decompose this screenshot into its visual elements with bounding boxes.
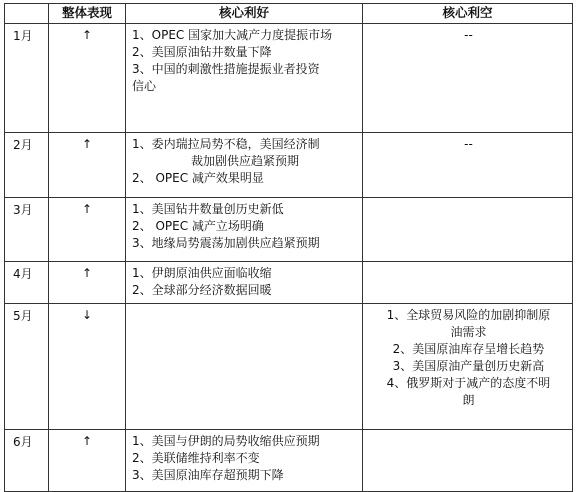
bear-item: 4、俄罗斯对于减产的态度不明 [386,376,551,390]
bull-cell [126,262,363,304]
table-row [5,133,573,198]
header-row [5,4,573,24]
bear-cell [363,430,573,492]
bear-item: 1、全球贸易风险的加剧抑制原 [386,308,551,322]
month-cell: 4月 [5,262,49,304]
table-row [5,24,573,133]
empty-dash: -- [464,28,473,42]
header-trend: 整体表现 [49,4,126,24]
trend-arrow-icon: ↑ [49,133,126,198]
bear-cell [363,24,573,133]
bull-cell [126,133,363,198]
bull-cell [126,198,363,262]
trend-arrow-icon: ↑ [49,198,126,262]
bull-item: 1、委内瑞拉局势不稳，美国经济制 [132,137,320,151]
bull-item: 2、美国原油钻井数量下降 [132,45,272,59]
bear-cell [363,304,573,430]
trend-arrow-icon: ↓ [49,304,126,430]
oil-market-table [4,3,573,492]
table-row [5,304,573,430]
empty-dash: -- [464,137,473,151]
bull-item: 1、美国钻井数量创历史新低 [132,202,284,216]
month-cell: 3月 [5,198,49,262]
bull-item: 1、美国与伊朗的局势收缩供应预期 [132,434,320,448]
trend-arrow-icon: ↑ [49,430,126,492]
bull-cell [126,304,363,430]
bull-item: 信心 [132,79,157,93]
bull-item: 2、 OPEC 减产效果明显 [132,171,264,185]
bull-cell [126,430,363,492]
bull-item: 3、地缘局势震荡加剧供应趋紧预期 [132,236,320,250]
trend-arrow-icon: ↑ [49,24,126,133]
trend-arrow-icon: ↑ [49,262,126,304]
month-cell: 5月 [5,304,49,430]
table-row [5,198,573,262]
bear-cell [363,133,573,198]
bear-item: 2、美国原油库存呈增长趋势 [392,342,545,356]
bull-item: 2、全球部分经济数据回暖 [132,283,272,297]
bull-cell [126,24,363,133]
bear-item: 油需求 [450,325,487,339]
bear-cell [363,262,573,304]
month-cell: 2月 [5,133,49,198]
header-bull: 核心利好 [126,4,363,24]
table-row [5,430,573,492]
bull-item: 裁加剧供应趋紧预期 [190,154,299,168]
bear-cell [363,198,573,262]
header-bear: 核心利空 [363,4,573,24]
bear-item: 朗 [462,393,475,407]
bull-item: 1、伊朗原油供应面临收缩 [132,266,272,280]
month-cell: 6月 [5,430,49,492]
table-row [5,262,573,304]
bear-item: 3、美国原油产量创历史新高 [392,359,545,373]
bull-item: 3、中国的刺激性措施提振业者投资 [132,62,320,76]
header-month [5,4,49,24]
bull-item: 3、美国原油库存超预期下降 [132,468,284,482]
bull-item: 1、OPEC 国家加大减产力度提振市场 [132,28,333,42]
bull-item: 2、美联储维持利率不变 [132,451,260,465]
bull-item: 2、 OPEC 减产立场明确 [132,219,264,233]
month-cell: 1月 [5,24,49,133]
